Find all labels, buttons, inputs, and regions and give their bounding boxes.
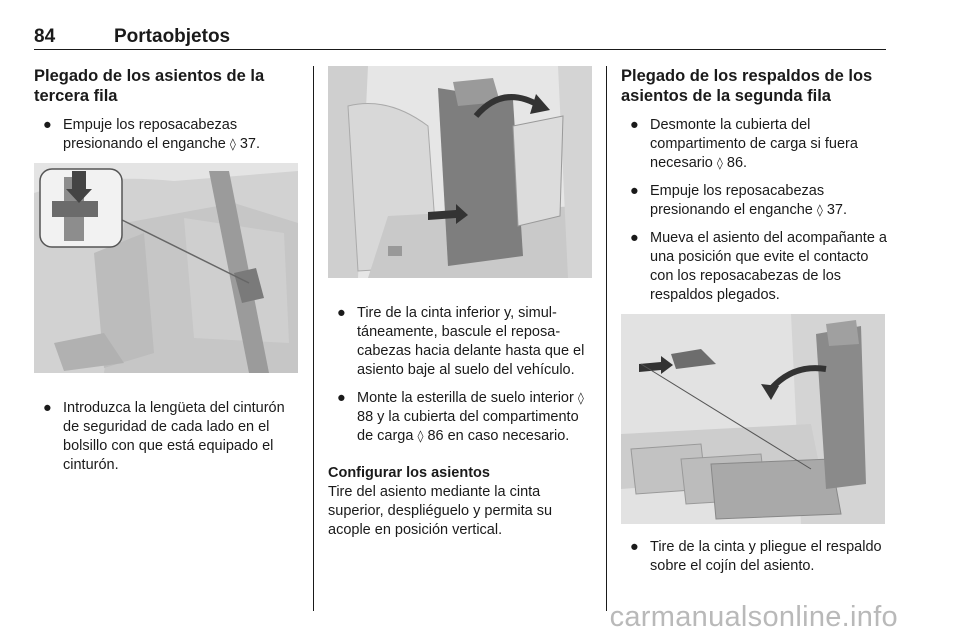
column-3 xyxy=(621,66,889,585)
list-item: ● Monte la esterilla de suelo interior ◊ 88 y la cubierta del compartimento de carga ◊ 86 en caso necesario. xyxy=(337,390,584,444)
bullet-list-col1 xyxy=(34,116,300,154)
bullet-list-col2 xyxy=(328,304,594,446)
paragraph: Tire del asiento mediante la cinta superior, despliéguelo y permita su acople en posición vertical. xyxy=(328,484,553,538)
watermark: carmanualsonline.info xyxy=(609,601,898,633)
bullet-list-col1-b xyxy=(34,399,300,475)
list-item: ● Tire de la cinta inferior y, simultáneamente, bascule el reposacabezas hacia delante hasta que el asiento baje al suelo del vehículo. xyxy=(337,305,585,378)
page-number: 84 xyxy=(34,26,56,47)
column-1 xyxy=(34,66,300,484)
seatbelt-detail-illustration xyxy=(34,163,298,373)
page-header xyxy=(34,26,886,50)
list-item: ● Empuje los reposacabezas presionando el enganche ◊ 37. xyxy=(43,117,261,152)
column-divider-2 xyxy=(606,66,607,611)
page-title: Portaobjetos xyxy=(114,26,231,47)
subheading-configure-seats: Configurar los asientos xyxy=(328,465,490,481)
header-rule xyxy=(34,49,886,50)
column-2 xyxy=(328,66,594,540)
list-item: ● Mueva el asiento del acompañante a una posición que evite el contacto con los reposacabezas de los respaldos plegados. xyxy=(630,230,887,303)
cross-reference-icon: ◊ xyxy=(816,203,823,217)
bullet-list-col3 xyxy=(621,116,889,305)
list-item: ● Tire de la cinta y pliegue el respaldo sobre el cojín del asiento. xyxy=(630,539,882,574)
list-item: ● Desmonte la cubierta del compartimento de carga si fuera necesario ◊ 86. xyxy=(630,117,858,171)
cross-reference-icon: ◊ xyxy=(417,429,424,443)
cross-reference-icon: ◊ xyxy=(716,156,723,170)
rear-seat-folding-illustration xyxy=(328,66,592,278)
list-item: ● Empuje los reposacabezas presionando el enganche ◊ 37. xyxy=(630,183,848,218)
section-heading-third-row: Plegado de los asientos de la tercera fila xyxy=(34,67,265,105)
bullet-list-col3-b xyxy=(621,538,889,576)
cross-reference-icon: ◊ xyxy=(229,137,236,151)
list-item: ● Introduzca la lengüeta del cinturón de seguridad de cada lado en el bolsillo con que está equipado el cinturón. xyxy=(43,400,285,473)
column-divider-1 xyxy=(313,66,314,611)
section-heading-second-row: Plegado de los respaldos de los asientos de la segunda fila xyxy=(621,67,873,105)
cross-reference-icon: ◊ xyxy=(577,391,584,405)
second-row-backrest-folding-illustration xyxy=(621,314,885,524)
